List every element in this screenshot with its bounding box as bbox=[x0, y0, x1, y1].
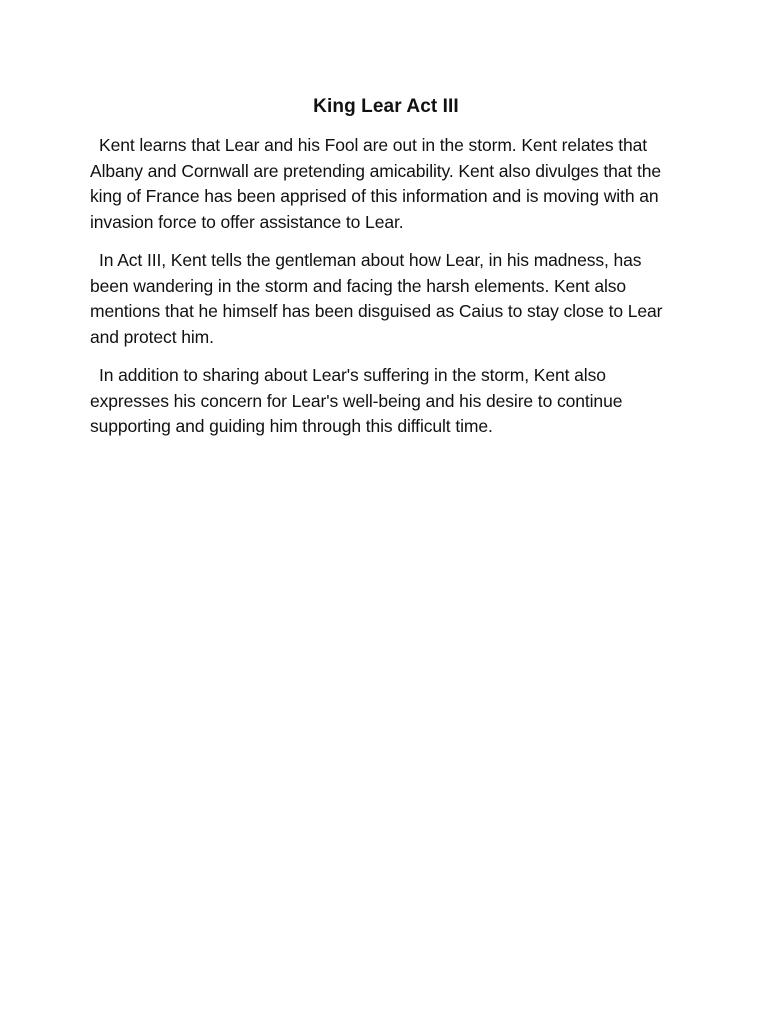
paragraph-3: In addition to sharing about Lear's suffering in the storm, Kent also expresses his concern for Lear's well-being and his desire to continue supporting and guiding him through this difficult time. bbox=[90, 365, 623, 436]
paragraph-2: In Act III, Kent tells the gentleman about how Lear, in his madness, has been wandering in the storm and facing the harsh elements. Kent also mentions that he himself has been disguised as Caius to stay close to Lear and protect him. bbox=[90, 250, 663, 347]
paragraph-1: Kent learns that Lear and his Fool are out in the storm. Kent relates that Albany and Cornwall are pretending amicability. Kent also divulges that the king of France has been apprised of this information and is moving with an invasion force to offer assistance to Lear. bbox=[90, 135, 661, 232]
document-body bbox=[90, 94, 682, 453]
document-title: King Lear Act III bbox=[313, 96, 459, 117]
